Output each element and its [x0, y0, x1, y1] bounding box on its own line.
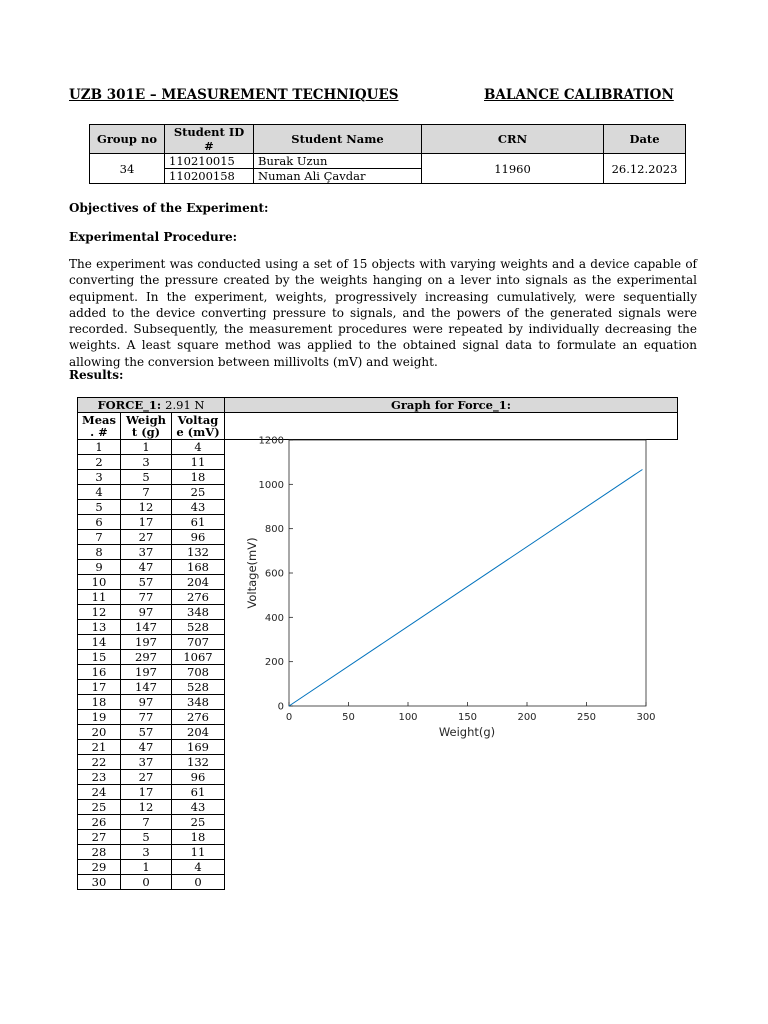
cell-voltage: 1067	[172, 650, 225, 665]
x-tick-label: 0	[285, 712, 293, 723]
cell-voltage: 96	[172, 770, 225, 785]
graph-header: Graph for Force_1:	[225, 398, 678, 413]
cell-weight: 12	[121, 500, 172, 515]
y-tick-label: 1200	[258, 435, 284, 447]
y-tick-label: 1000	[258, 479, 284, 491]
cell-meas: 6	[78, 515, 121, 530]
cell-weight: 197	[121, 635, 172, 650]
cell-weight: 57	[121, 575, 172, 590]
cell-meas: 12	[78, 605, 121, 620]
y-tick-label: 200	[264, 657, 284, 669]
cell-meas: 17	[78, 680, 121, 695]
header-student-name: Student Name	[254, 125, 422, 154]
col-meas-header: Meas . #	[78, 413, 121, 440]
cell-voltage: 168	[172, 560, 225, 575]
cell-meas: 25	[78, 800, 121, 815]
cell-voltage: 43	[172, 500, 225, 515]
cell-meas: 27	[78, 830, 121, 845]
cell-meas: 2	[78, 455, 121, 470]
cell-meas: 20	[78, 725, 121, 740]
table-row	[78, 770, 678, 785]
x-tick-label: 50	[342, 712, 355, 723]
procedure-heading: Experimental Procedure:	[69, 230, 238, 244]
student-id-2: 110200158	[165, 169, 254, 184]
cell-meas: 9	[78, 560, 121, 575]
cell-weight: 27	[121, 530, 172, 545]
cell-meas: 28	[78, 845, 121, 860]
cell-voltage: 204	[172, 725, 225, 740]
cell-voltage: 43	[172, 800, 225, 815]
cell-weight: 27	[121, 770, 172, 785]
cell-meas: 26	[78, 815, 121, 830]
cell-weight: 1	[121, 440, 172, 455]
cell-voltage: 18	[172, 470, 225, 485]
cell-weight: 97	[121, 695, 172, 710]
experiment-title: BALANCE CALIBRATION	[484, 87, 674, 103]
cell-voltage: 61	[172, 785, 225, 800]
results-heading: Results:	[69, 368, 124, 382]
student-id-1: 110210015	[165, 154, 254, 169]
cell-weight: 77	[121, 590, 172, 605]
cell-meas: 16	[78, 665, 121, 680]
cell-weight: 297	[121, 650, 172, 665]
cell-voltage: 4	[172, 440, 225, 455]
x-tick-label: 200	[517, 712, 537, 723]
cell-meas: 7	[78, 530, 121, 545]
cell-meas: 21	[78, 740, 121, 755]
cell-meas: 19	[78, 710, 121, 725]
cell-weight: 0	[121, 875, 172, 890]
cell-meas: 30	[78, 875, 121, 890]
cell-voltage: 204	[172, 575, 225, 590]
cell-meas: 3	[78, 470, 121, 485]
y-tick-label: 0	[277, 701, 284, 713]
cell-voltage: 708	[172, 665, 225, 680]
cell-weight: 3	[121, 455, 172, 470]
cell-voltage: 348	[172, 605, 225, 620]
cell-meas: 11	[78, 590, 121, 605]
cell-weight: 1	[121, 860, 172, 875]
x-tick-label: 150	[457, 712, 478, 723]
cell-voltage: 528	[172, 680, 225, 695]
cell-weight: 17	[121, 515, 172, 530]
student-info-table	[89, 124, 686, 184]
cell-voltage: 11	[172, 455, 225, 470]
group-no-value: 34	[90, 154, 165, 184]
table-row	[78, 755, 678, 770]
cell-weight: 57	[121, 725, 172, 740]
cell-voltage: 25	[172, 815, 225, 830]
cell-meas: 14	[78, 635, 121, 650]
cell-voltage: 96	[172, 530, 225, 545]
course-title: UZB 301E – MEASUREMENT TECHNIQUES	[69, 87, 399, 103]
y-tick-label: 400	[264, 612, 284, 624]
table-row	[78, 785, 678, 800]
table-row	[78, 800, 678, 815]
force-label: FORCE_1:	[97, 398, 162, 412]
cell-weight: 77	[121, 710, 172, 725]
student-name-1: Burak Uzun	[254, 154, 422, 169]
header-group-no: Group no	[90, 125, 165, 154]
cell-weight: 7	[121, 485, 172, 500]
date-value: 26.12.2023	[604, 154, 686, 184]
cell-meas: 13	[78, 620, 121, 635]
procedure-paragraph: The experiment was conducted using a set of 15 objects with varying weights and a device capable of converting the pressure created by the weights hanging on a lever into signals as the experimental equipment. In the experiment, weights, progressively increasing cumulatively, were sequentially added to the device converting pressure to signals, and the powers of the generated signals were recorded. Subsequently, the measurement procedures were repeated by individually decreasing the weights. A least square method was applied to the obtained signal data to formulate an equation allowing the conversion between millivolts (mV) and weight.	[69, 257, 697, 369]
y-axis-label: Voltage(mV)	[245, 537, 259, 609]
cell-voltage: 169	[172, 740, 225, 755]
cell-weight: 47	[121, 560, 172, 575]
cell-weight: 97	[121, 605, 172, 620]
cell-weight: 147	[121, 620, 172, 635]
cell-voltage: 4	[172, 860, 225, 875]
cell-meas: 22	[78, 755, 121, 770]
table-row	[78, 845, 678, 860]
cell-voltage: 11	[172, 845, 225, 860]
cell-voltage: 276	[172, 710, 225, 725]
cell-weight: 147	[121, 680, 172, 695]
header-student-id: Student ID #	[165, 125, 254, 154]
student-name-2: Numan Ali Çavdar	[254, 169, 422, 184]
y-tick-label: 800	[264, 524, 284, 536]
y-tick-label: 600	[264, 568, 284, 580]
table-row	[78, 815, 678, 830]
cell-voltage: 348	[172, 695, 225, 710]
cell-voltage: 132	[172, 755, 225, 770]
header-crn: CRN	[422, 125, 604, 154]
cell-weight: 5	[121, 470, 172, 485]
cell-meas: 24	[78, 785, 121, 800]
series-line	[289, 469, 642, 706]
cell-weight: 37	[121, 755, 172, 770]
cell-weight: 17	[121, 785, 172, 800]
table-row	[78, 860, 678, 875]
cell-voltage: 707	[172, 635, 225, 650]
table-row	[78, 830, 678, 845]
crn-value: 11960	[422, 154, 604, 184]
force-graph	[235, 428, 675, 748]
cell-weight: 47	[121, 740, 172, 755]
cell-meas: 1	[78, 440, 121, 455]
cell-weight: 7	[121, 815, 172, 830]
force-header	[78, 398, 225, 413]
cell-voltage: 132	[172, 545, 225, 560]
cell-meas: 10	[78, 575, 121, 590]
x-tick-label: 300	[636, 712, 656, 723]
col-weight-header: Weigh t (g)	[121, 413, 172, 440]
cell-voltage: 25	[172, 485, 225, 500]
cell-voltage: 528	[172, 620, 225, 635]
cell-meas: 8	[78, 545, 121, 560]
plot-frame	[289, 440, 646, 706]
cell-weight: 3	[121, 845, 172, 860]
objectives-heading: Objectives of the Experiment:	[69, 201, 269, 215]
cell-weight: 197	[121, 665, 172, 680]
cell-weight: 5	[121, 830, 172, 845]
cell-voltage: 61	[172, 515, 225, 530]
x-tick-label: 100	[398, 712, 418, 723]
cell-meas: 29	[78, 860, 121, 875]
table-row	[78, 875, 678, 890]
x-tick-label: 250	[576, 712, 597, 723]
header-date: Date	[604, 125, 686, 154]
cell-weight: 12	[121, 800, 172, 815]
cell-meas: 5	[78, 500, 121, 515]
cell-meas: 23	[78, 770, 121, 785]
cell-voltage: 276	[172, 590, 225, 605]
cell-voltage: 18	[172, 830, 225, 845]
col-voltage-header: Voltag e (mV)	[172, 413, 225, 440]
cell-meas: 4	[78, 485, 121, 500]
cell-weight: 37	[121, 545, 172, 560]
force-value: 2.91 N	[165, 398, 205, 412]
cell-voltage: 0	[172, 875, 225, 890]
cell-meas: 18	[78, 695, 121, 710]
cell-meas: 15	[78, 650, 121, 665]
x-axis-label: Weight(g)	[438, 725, 496, 739]
